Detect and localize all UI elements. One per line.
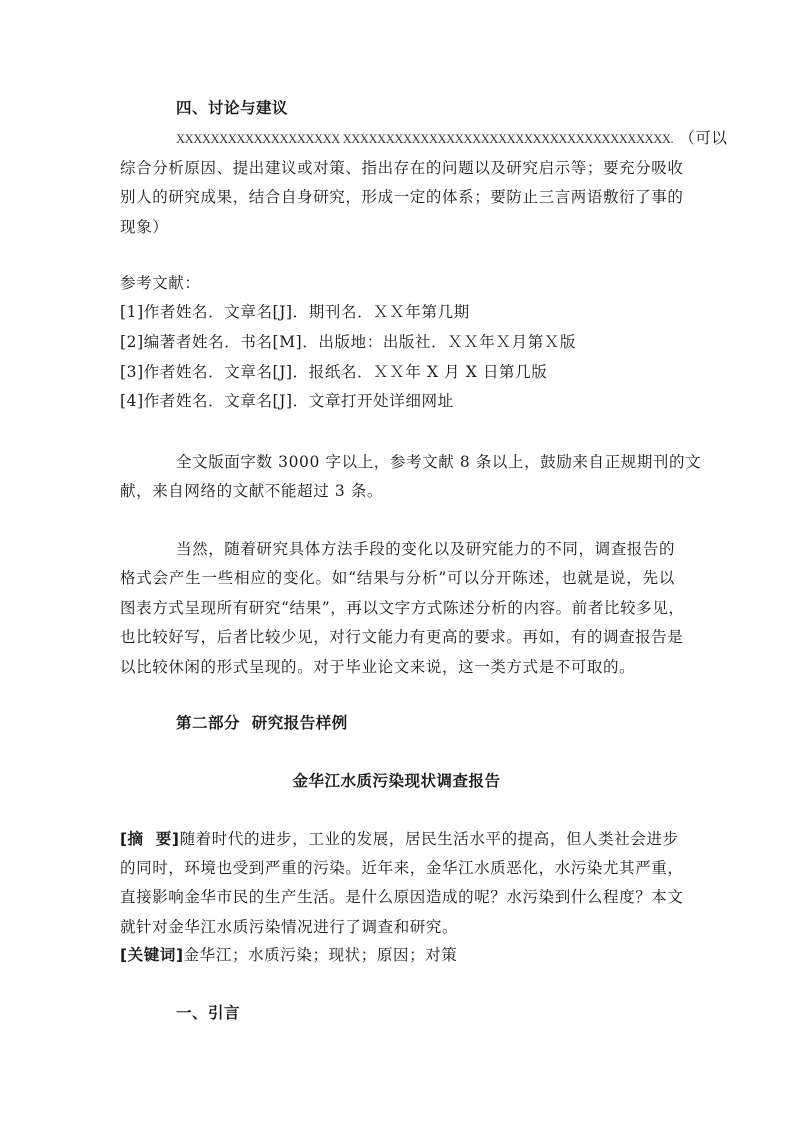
reference-item-1: [1]作者姓名．文章名[J]．期刊名．ＸＸ年第几期 [120,303,470,321]
discussion-paragraph-line-2: 综合分析原因、提出建议或对策、指出存在的问题以及研究启示等；要充分吸收 [120,159,684,177]
discussion-paragraph-line-1 [176,124,728,153]
keywords-label: [关键词] [120,946,184,964]
note-line-4: 也比较好写，后者比较少见，对行文能力有更高的要求。再如，有的调查报告是 [120,628,684,646]
part2-heading: 第二部分 研究报告样例 [176,714,348,732]
abstract-line-1 [120,825,679,854]
note-line-2: 格式会产生一些相应的变化。如“结果与分析”可以分开陈述，也就是说，先以 [120,569,675,587]
placeholder-text-1: XXXXXXXXXXXXXXXXXXX [176,132,340,146]
section-heading-introduction: 一、引言 [176,1004,241,1022]
reference-item-2: [2]编著者姓名．书名[M]．出版地：出版社．ＸＸ年Ｘ月第Ｘ版 [120,333,577,351]
requirement-line-1: 全文版面字数 3000 字以上，参考文献 8 条以上，鼓励来自正规期刊的文 [176,453,702,471]
keywords-text: 金华江；水质污染；现状；原因；对策 [183,946,458,964]
discussion-paragraph-line-3: 别人的研究成果，结合自身研究，形成一定的体系；要防止三言两语敷衍了事的 [120,188,684,206]
keywords-line [120,941,675,970]
report-title: 金华江水质污染现状调查报告 [292,772,501,790]
abstract-text-1: 随着时代的进步，工业的发展，居民生活水平的提高，但人类社会进步 [179,830,679,848]
discussion-note-open: （可以 [679,129,728,147]
section-heading-discussion: 四、讨论与建议 [176,99,289,117]
note-line-5: 以比较休闲的形式呈现的。对于毕业论文来说，这一类方式是不可取的。 [120,658,636,676]
requirement-line-2: 献，来自网络的文献不能超过 3 条。 [120,482,384,500]
abstract-line-3: 直接影响金华市民的生产生活。是什么原因造成的呢？水污染到什么程度？本文 [120,888,684,906]
abstract-line-4: 就针对金华江水质污染情况进行了调查和研究。 [120,918,459,936]
abstract-label: [摘 要] [120,830,180,848]
note-line-1: 当然，随着研究具体方法手段的变化以及研究能力的不同，调查报告的 [176,540,676,558]
placeholder-text-2: XXXXXXXXXXXXXXXXXXXXXXXXXXXXXXXXXXXXXX. [342,132,674,146]
references-label: 参考文献： [120,274,201,292]
note-line-3: 图表方式呈现所有研究“结果”，再以文字方式陈述分析的内容。前者比较多见， [120,599,685,617]
abstract-line-2: 的同时，环境也受到严重的污染。近年来，金华江水质恶化，水污染尤其严重， [120,859,684,877]
reference-item-3: [3]作者姓名．文章名[J]．报纸名．ＸＸ年 X 月 X 日第几版 [120,363,548,381]
reference-item-4: [4]作者姓名．文章名[J]．文章打开处详细网址 [120,392,454,410]
discussion-paragraph-line-4: 现象） [120,218,169,236]
